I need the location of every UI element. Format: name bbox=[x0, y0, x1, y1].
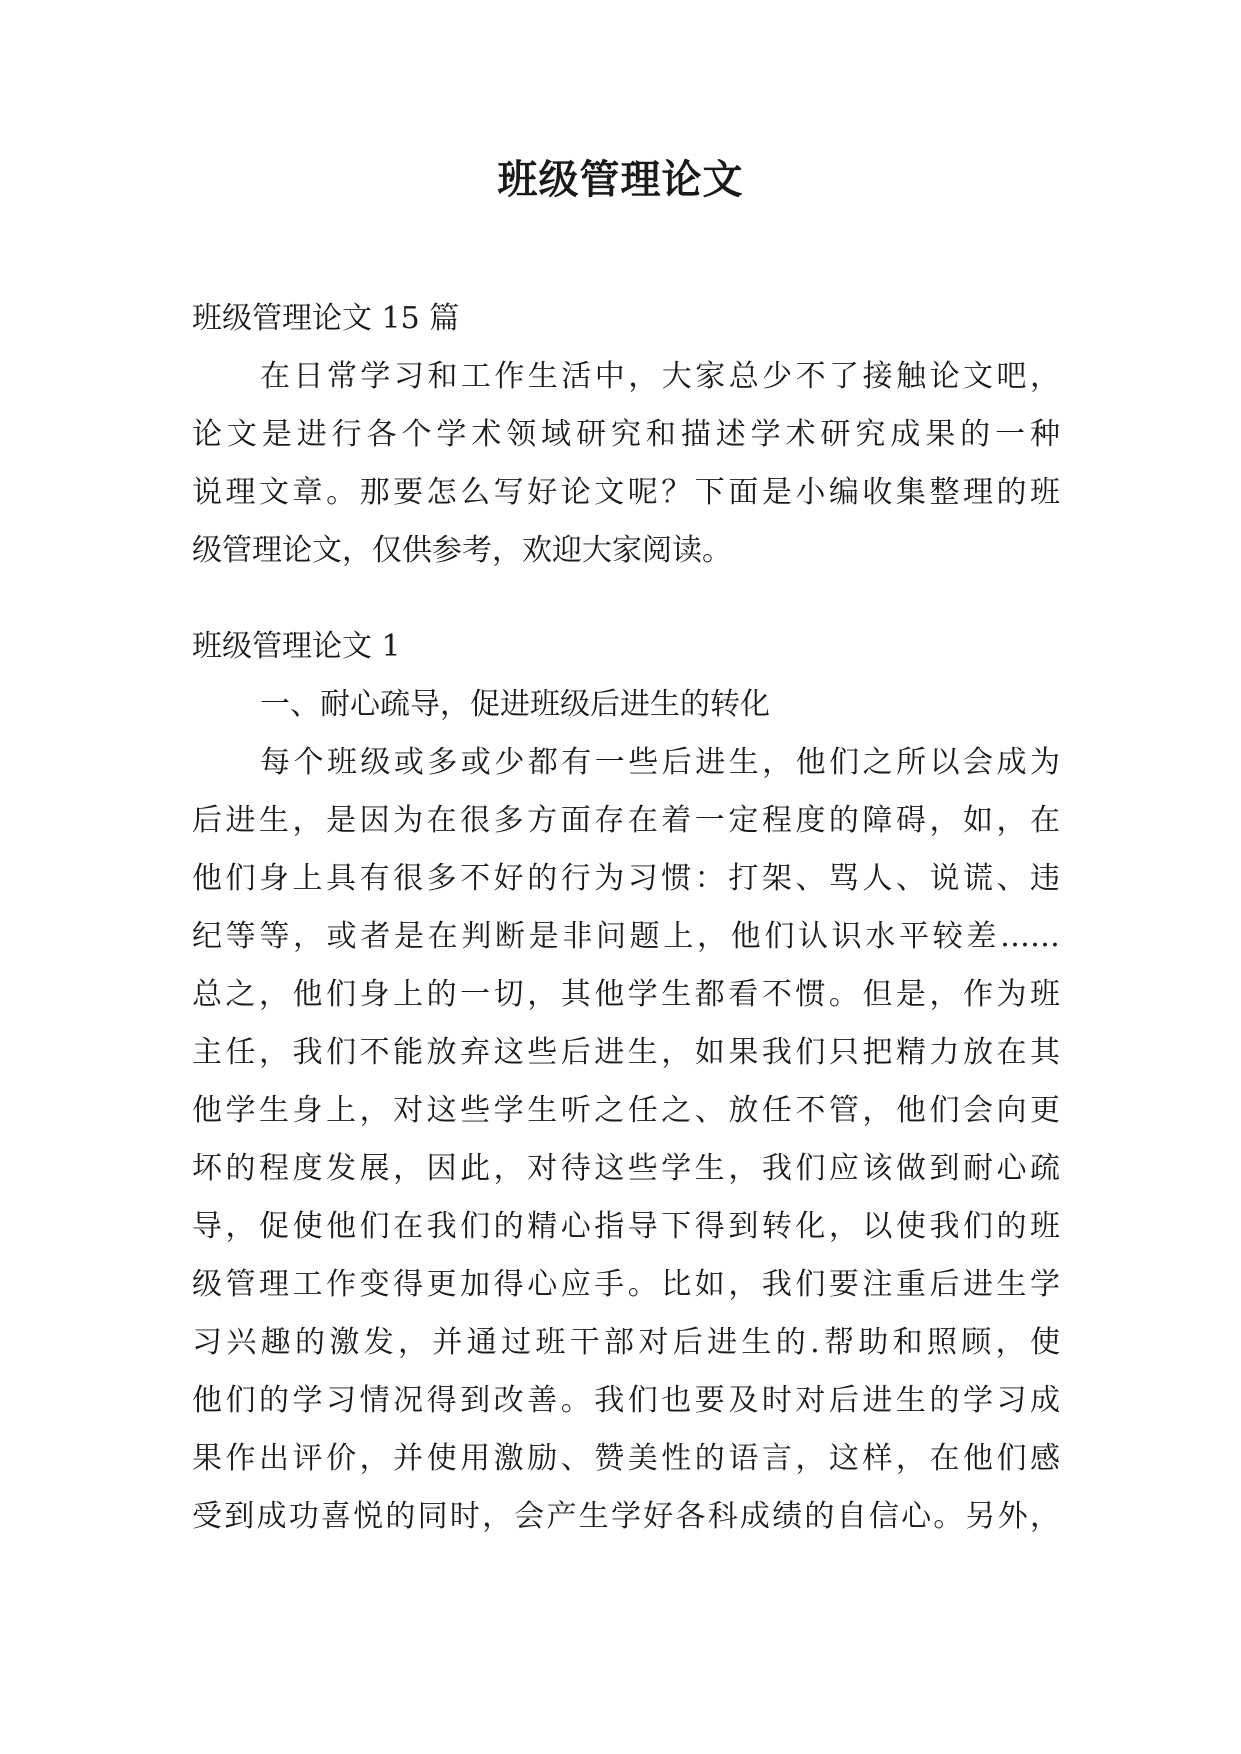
intro-line: 在日常学习和工作生活中，大家总少不了接触论文吧， bbox=[260, 359, 1060, 394]
document-title: 班级管理论文 bbox=[497, 157, 744, 203]
body-line: 主任，我们不能放弃这些后进生，如果我们只把精力放在其 bbox=[192, 1035, 1060, 1070]
body-line: 纪等等，或者是在判断是非问题上，他们认识水平较差…… bbox=[192, 919, 1060, 954]
section-heading: 班级管理论文 1 bbox=[192, 629, 401, 664]
body-line: 受到成功喜悦的同时，会产生学好各科成绩的自信心。另外， bbox=[192, 1499, 1060, 1534]
intro-paragraph bbox=[192, 348, 1060, 580]
point-heading: 一、耐心疏导，促进班级后进生的转化 bbox=[260, 687, 770, 722]
body-line: 坏的程度发展，因此，对待这些学生，我们应该做到耐心疏 bbox=[192, 1151, 1060, 1186]
paragraph-gap bbox=[192, 580, 1060, 618]
intro-line: 级管理论文，仅供参考，欢迎大家阅读。 bbox=[192, 533, 732, 568]
intro-line: 说理文章。那要怎么写好论文呢？下面是小编收集整理的班 bbox=[192, 475, 1060, 510]
body-line: 级管理工作变得更加得心应手。比如，我们要注重后进生学 bbox=[192, 1267, 1060, 1302]
body-line: 他们身上具有很多不好的行为习惯：打架、骂人、说谎、违 bbox=[192, 861, 1060, 896]
intro-line: 论文是进行各个学术领域研究和描述学术研究成果的一种 bbox=[192, 417, 1060, 452]
body-line: 他们的学习情况得到改善。我们也要及时对后进生的学习成 bbox=[192, 1383, 1060, 1418]
body-line: 习兴趣的激发，并通过班干部对后进生的.帮助和照顾，使 bbox=[192, 1325, 1060, 1360]
body-line: 后进生，是因为在很多方面存在着一定程度的障碍，如，在 bbox=[192, 803, 1060, 838]
body-line: 导，促使他们在我们的精心指导下得到转化，以使我们的班 bbox=[192, 1209, 1060, 1244]
body-line: 果作出评价，并使用激励、赞美性的语言，这样，在他们感 bbox=[192, 1441, 1060, 1476]
document-body bbox=[192, 290, 1060, 1546]
body-line: 总之，他们身上的一切，其他学生都看不惯。但是，作为班 bbox=[192, 977, 1060, 1012]
body-line: 每个班级或多或少都有一些后进生，他们之所以会成为 bbox=[260, 745, 1060, 780]
document-subtitle: 班级管理论文 15 篇 bbox=[192, 301, 460, 336]
body-paragraph bbox=[192, 734, 1060, 1546]
body-line: 他学生身上，对这些学生听之任之、放任不管，他们会向更 bbox=[192, 1093, 1060, 1128]
